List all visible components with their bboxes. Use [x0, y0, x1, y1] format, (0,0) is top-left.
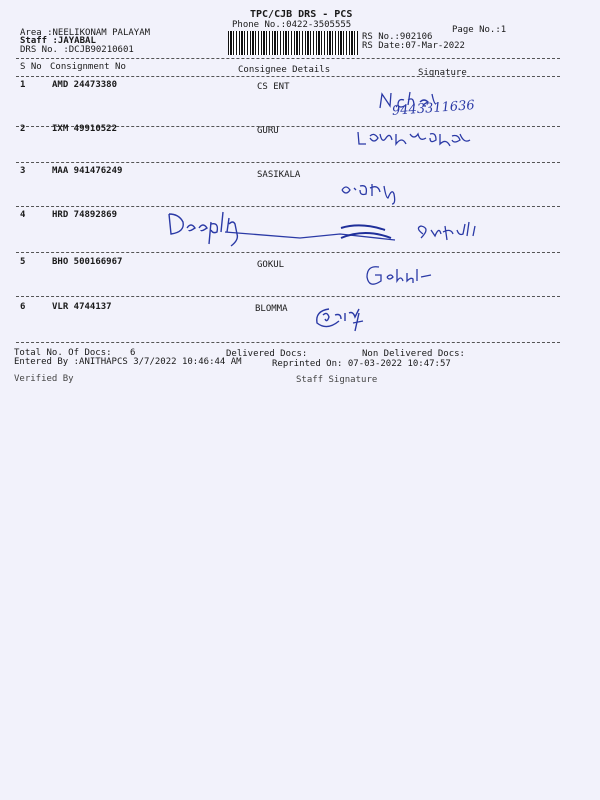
- row-consignee: GURU: [257, 126, 279, 136]
- page-number: Page No.:1: [452, 25, 507, 35]
- staff-label: Staff :JAYABAL: [20, 36, 96, 46]
- phone-number: Phone No.:0422-3505555: [232, 20, 352, 30]
- total-docs-label: Total No. Of Docs:: [14, 348, 112, 358]
- drs-number: DRS No. :DCJB90210601: [20, 45, 134, 55]
- signature-handwritten: [356, 128, 476, 156]
- document-title: TPC/CJB DRS - PCS: [250, 9, 353, 20]
- divider: [16, 162, 560, 163]
- row-consignment: MAA 941476249: [52, 166, 123, 176]
- signature-handwritten: [365, 263, 445, 295]
- rs-date: RS Date:07-Mar-2022: [362, 41, 465, 51]
- row-consignee: SASIKALA: [257, 170, 301, 180]
- col-sno: S No: [20, 62, 42, 72]
- row-consignment: AMD 24473380: [52, 80, 118, 90]
- divider: [16, 206, 560, 207]
- row-sno: 3: [20, 166, 26, 176]
- col-signature: Signature: [418, 68, 467, 78]
- row-consignee: GOKUL: [257, 260, 285, 270]
- col-consignment: Consignment No: [50, 62, 126, 72]
- staff-signature-label: Staff Signature: [296, 375, 378, 385]
- delivered-docs-label: Delivered Docs:: [226, 349, 308, 359]
- divider: [16, 252, 560, 253]
- col-consignee: Consignee Details: [238, 65, 331, 75]
- row-consignment: HRD 74892869: [52, 210, 118, 220]
- barcode: [228, 31, 358, 55]
- non-delivered-docs-label: Non Delivered Docs:: [362, 349, 465, 359]
- divider: [16, 342, 560, 343]
- total-docs-value: 6: [130, 348, 136, 358]
- row-consignment: BHO 500166967: [52, 257, 123, 267]
- row-sno: 5: [20, 257, 26, 267]
- verified-by-label: Verified By: [14, 374, 74, 384]
- row-consignee: BLOMMA: [255, 304, 288, 314]
- row-consignee: CS ENT: [257, 82, 290, 92]
- row-consignment: VLR 4744137: [52, 302, 112, 312]
- row-sno: 4: [20, 210, 26, 220]
- divider: [16, 296, 560, 297]
- area-label: Area :NEELIKONAM PALAYAM: [20, 28, 151, 38]
- divider: [16, 58, 560, 59]
- row-sno: 1: [20, 80, 26, 90]
- signature-handwritten: [315, 305, 395, 339]
- rs-number: RS No.:902106: [362, 32, 433, 42]
- signature-handwritten: [340, 180, 430, 212]
- divider: [16, 76, 560, 77]
- row-consignment: IXM 49910522: [52, 124, 118, 134]
- entered-by: Entered By :ANITHAPCS 3/7/2022 10:46:44 AM: [14, 357, 242, 367]
- signature-phone: 9443311636: [391, 98, 476, 119]
- signature-handwritten: [165, 210, 505, 254]
- reprinted-on: Reprinted On: 07-03-2022 10:47:57: [272, 359, 451, 369]
- row-sno: 2: [20, 124, 26, 134]
- row-sno: 6: [20, 302, 26, 312]
